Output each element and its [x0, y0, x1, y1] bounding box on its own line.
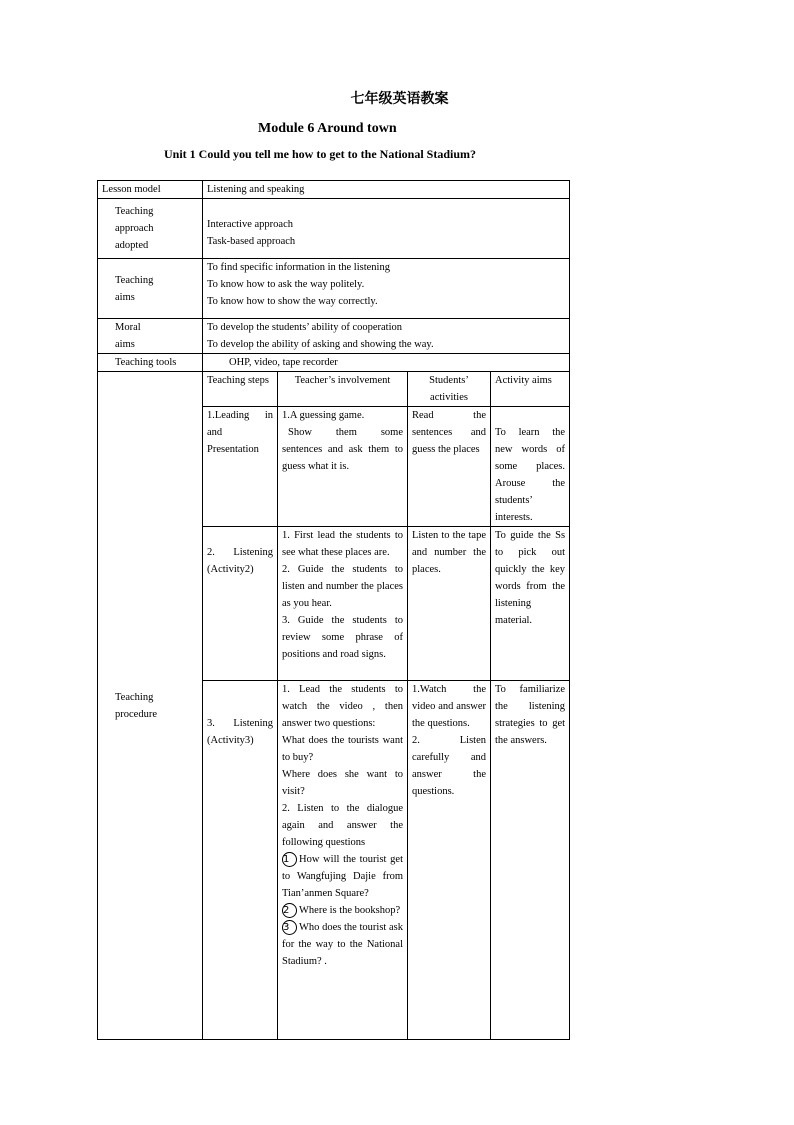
- approach-item: Task-based approach: [207, 235, 296, 247]
- question-3: [282, 919, 403, 970]
- teacher-item: 1. Lead the students to watch the video , then answer two questions:: [282, 684, 403, 729]
- moral-item: To develop the ability of asking and showing the way.: [207, 339, 434, 350]
- value-lesson-model: Listening and speaking: [203, 181, 570, 199]
- module-title: Module 6 Around town: [258, 121, 397, 136]
- document-title-chinese: 七年级英语教案: [350, 91, 449, 107]
- teacher-item: Where does she want to visit?: [282, 769, 403, 797]
- question-3-text: Who does the tourist ask for the way to the National Stadium? .: [282, 922, 403, 967]
- header-steps: Teaching steps: [203, 372, 278, 407]
- label-approach: [98, 199, 203, 259]
- step-1-teacher: [278, 407, 408, 527]
- step-2-teacher: [278, 527, 408, 681]
- label-approach-line: adopted: [115, 240, 149, 251]
- label-tools: Teaching tools: [98, 354, 203, 372]
- circled-number-1: 1: [282, 852, 297, 867]
- header-teacher: Teacher’s involvement: [278, 372, 408, 407]
- student-item: 1.Watch the video and answer the questions.: [412, 684, 486, 729]
- approach-item: Interactive approach: [207, 218, 293, 230]
- step-3-teacher: [278, 681, 408, 1040]
- row-tools: [98, 354, 570, 372]
- value-tools: OHP, video, tape recorder: [203, 354, 570, 372]
- label-procedure: [98, 372, 203, 1040]
- teacher-item: 1. First lead the students to see what these places are.: [282, 530, 403, 558]
- step-3-students: [408, 681, 491, 1040]
- teacher-item: What does the tourists want to buy?: [282, 735, 403, 763]
- label-aims: [98, 259, 203, 319]
- question-1: [282, 851, 403, 902]
- aim-item: To find specific information in the listening: [207, 262, 390, 273]
- step-3-label: 3. Listening (Activity3): [203, 681, 278, 1040]
- circled-number-3: 3: [282, 920, 297, 935]
- value-approach: [203, 199, 570, 259]
- header-students: Students’ activities: [408, 372, 491, 407]
- label-approach-line: approach: [115, 223, 154, 234]
- label-aims-line: Teaching: [115, 274, 154, 286]
- value-aims: [203, 259, 570, 319]
- label-procedure-line: Teaching: [115, 691, 154, 703]
- teacher-item: 2. Guide the students to listen and number the places as you hear.: [282, 564, 403, 609]
- step-1-aims: To learn the new words of some places. Arouse the students’ interests.: [491, 407, 570, 527]
- step-1-students: Read the sentences and guess the places: [408, 407, 491, 527]
- label-moral-line: Moral: [115, 322, 141, 333]
- teacher-item: 2. Listen to the dialogue again and answer the following questions: [282, 803, 403, 848]
- row-lesson-model: [98, 181, 570, 199]
- aim-item: To know how to ask the way politely.: [207, 279, 365, 290]
- label-procedure-line: procedure: [115, 708, 157, 720]
- step-1-label: 1.Leading in and Presentation: [203, 407, 278, 527]
- lesson-plan-table: [97, 180, 570, 1040]
- step-2-label: 2. Listening (Activity2): [203, 527, 278, 681]
- teacher-item: Show them some sentences and ask them to guess what it is.: [282, 427, 403, 472]
- label-moral-line: aims: [115, 339, 135, 350]
- step-2-aims: To guide the Ss to pick out quickly the key words from the listening material.: [491, 527, 570, 681]
- circled-number-2: 2: [282, 903, 297, 918]
- question-2: [282, 902, 403, 919]
- aim-item: To know how to show the way correctly.: [207, 296, 378, 307]
- unit-title: Unit 1 Could you tell me how to get to the National Stadium?: [164, 147, 477, 161]
- student-item: 2. Listen carefully and answer the questions.: [412, 735, 486, 797]
- moral-item: To develop the students’ ability of cooperation: [207, 322, 403, 333]
- header-aims: Activity aims: [491, 372, 570, 407]
- step-3-aims: To familiarize the listening strategies to get the answers.: [491, 681, 570, 1040]
- row-approach: [98, 199, 570, 259]
- label-lesson-model: Lesson model: [98, 181, 203, 199]
- label-aims-line: aims: [115, 291, 135, 303]
- teacher-item: 1.A guessing game.: [282, 410, 365, 421]
- question-2-text: Where is the bookshop?: [299, 905, 401, 916]
- row-moral-aims: [98, 319, 570, 354]
- row-aims: [98, 259, 570, 319]
- label-moral: [98, 319, 203, 354]
- question-1-text: How will the tourist get to Wangfujing Dajie from Tian’anmen Square?: [282, 854, 403, 899]
- step-2-students: Listen to the tape and number the places.: [408, 527, 491, 681]
- value-moral: [203, 319, 570, 354]
- label-approach-line: Teaching: [115, 206, 154, 217]
- procedure-header-row: [98, 372, 570, 407]
- teacher-item: 3. Guide the students to review some phrase of positions and road signs.: [282, 615, 403, 660]
